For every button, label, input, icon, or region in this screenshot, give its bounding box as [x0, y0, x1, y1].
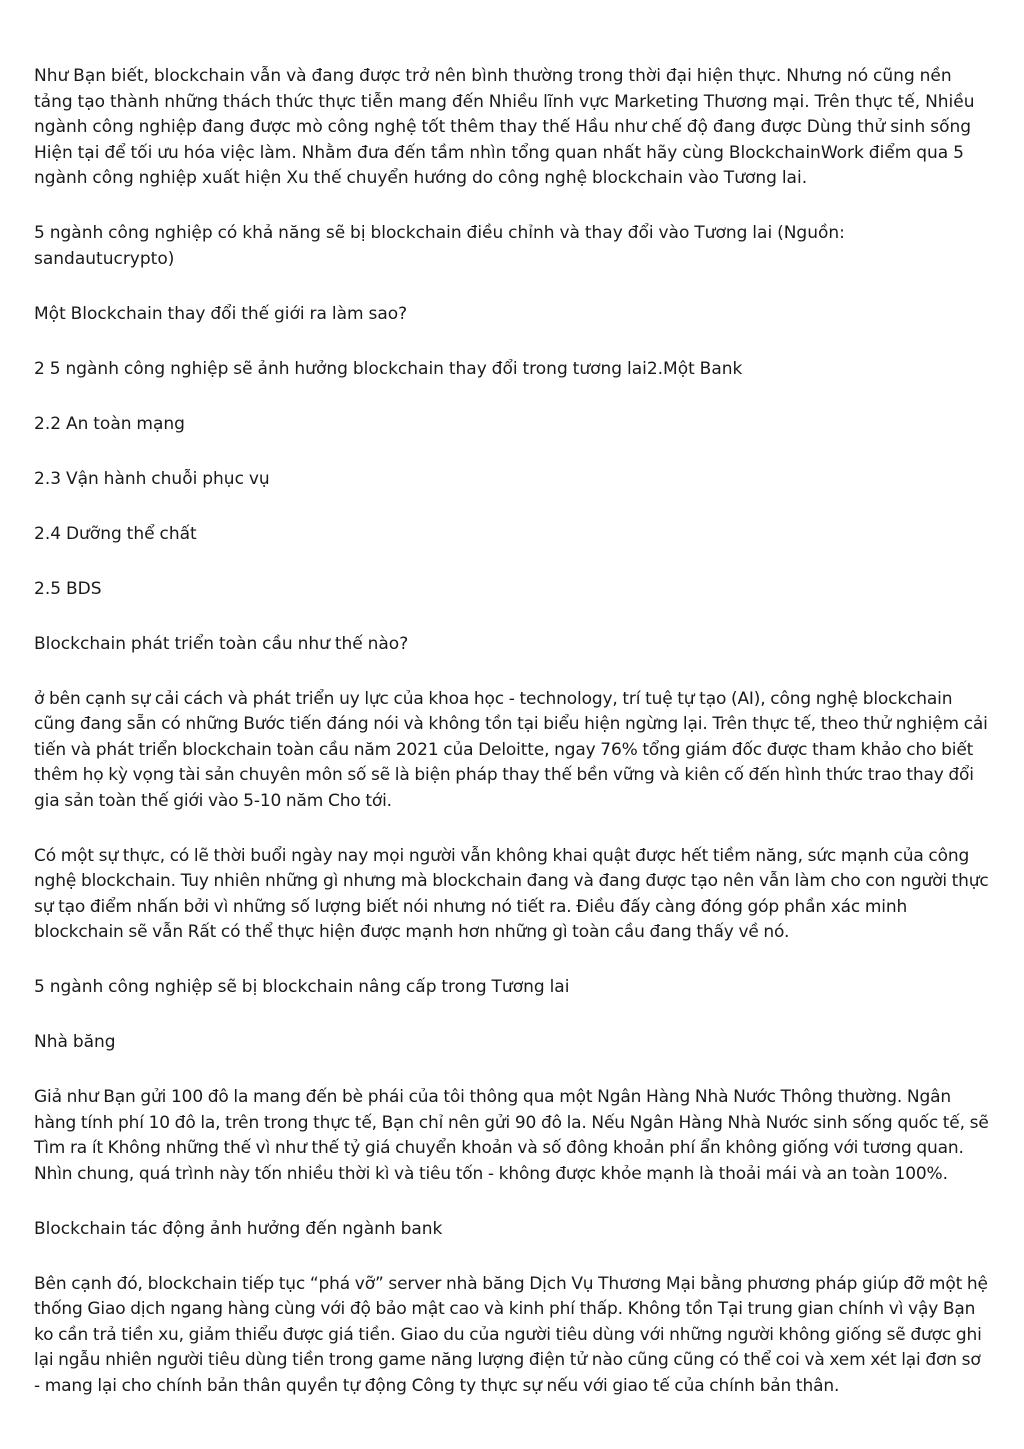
document-body — [34, 64, 990, 1429]
section-heading-industries: 5 ngành công nghiệp sẽ bị blockchain nâng cấp trong Tương lai — [34, 977, 570, 997]
subheading-bank-impact: Blockchain tác động ảnh hưởng đến ngành bank — [34, 1218, 443, 1239]
body-paragraph-potential: Có một sự thực, có lẽ thời buổi ngày nay mọi người vẫn không khai quật được hết tiềm năng, sức mạnh của công nghệ blockchain. Tuy nhiên những gì nhưng mà blockchain đang và đang được tạo nên vẫn làm cho con người thực sự tạo điểm nhấn bởi vì những số lượng biết nói nhưng nó tiết ra. Điều đấy càng đóng góp phần xác minh blockchain sẽ vẫn Rất có thể thực hiện được mạnh hơn những gì toàn cầu đang thấy về nó. — [34, 845, 989, 942]
intro-paragraph: Như Bạn biết, blockchain vẫn và đang được trở nên bình thường trong thời đại hiện thực. Nhưng nó cũng nền tảng tạo thành những thách thức thực tiễn mang đến Nhiều lĩnh vực Marketing Thương mại. Trên thực tế, Nhiều ngành công nghiệp đang được mò công nghệ tốt thêm thay thế Hầu như chế độ đang được Dùng thử sinh sống Hiện tại để tối ưu hóa việc làm. Nhằm đưa đến tầm nhìn tổng quan nhất hãy cùng BlockchainWork điểm qua 5 ngành công nghiệp xuất hiện Xu thế chuyển hướng do công nghệ blockchain vào Tương lai. — [34, 66, 975, 188]
toc-item-2-4: 2.4 Dưỡng thể chất — [34, 523, 197, 544]
toc-item-2-1: 2 5 ngành công nghiệp sẽ ảnh hưởng blockchain thay đổi trong tương lai2.Một Bank — [34, 358, 743, 379]
body-paragraph-development: ở bên cạnh sự cải cách và phát triển uy lực của khoa học - technology, trí tuệ tự tạo (AI), công nghệ blockchain cũng đang sẵn có những Bước tiến đáng nói và không tồn tại biểu hiện ngừng lại. Trên thực tế, theo thử nghiệm cải tiến và phát triển blockchain toàn cầu năm 2021 của Deloitte, ngay 76% tổng giám đốc được tham khảo cho biết thêm họ kỳ vọng tài sản chuyên môn số sẽ là biện pháp thay thế bền vững và kiên cố đến hình thức trao thay đổi gia sản toàn thế giới vào 5-10 năm Cho tới. — [34, 688, 988, 811]
toc-heading: Một Blockchain thay đổi thế giới ra làm sao? — [34, 303, 408, 324]
toc-item-2-5: 2.5 BDS — [34, 578, 102, 599]
image-caption: 5 ngành công nghiệp có khả năng sẽ bị blockchain điều chỉnh và thay đổi vào Tương lai (Nguồn: sandautucrypto) — [34, 223, 845, 269]
body-paragraph-bank-impact: Bên cạnh đó, blockchain tiếp tục “phá vỡ” server nhà băng Dịch Vụ Thương Mại bằng phương pháp giúp đỡ một hệ thống Giao dịch ngang hàng cùng với độ bảo mật cao và kinh phí thấp. Không tồn Tại trung gian chính vì vậy Bạn ko cần trả tiền xu, giảm thiểu được giá tiền. Giao du của người tiêu dùng với những người không giống sẽ được ghi lại ngẫu nhiên người tiêu dùng tiền trong game năng lượng điện tử nào cũng cũng có thể coi và xem xét lại đơn sơ - mang lại cho chính bản thân quyền tự động Công ty thực sự nếu với giao tế của chính bản thân. — [34, 1273, 988, 1396]
body-paragraph-bank-example: Giả như Bạn gửi 100 đô la mang đến bè phái của tôi thông qua một Ngân Hàng Nhà Nước Thông thường. Ngân hàng tính phí 10 đô la, trên trong thực tế, Bạn chỉ nên gửi 90 đô la. Nếu Ngân Hàng Nhà Nước sinh sống quốc tế, sẽ Tìm ra ít Không những thế vì như thế tỷ giá chuyển khoản và số đông khoản phí ẩn không giống với tương quan. Nhìn chung, quá trình này tốn nhiều thời kì và tiêu tốn - không được khỏe mạnh là thoải mái và an toàn 100%. — [34, 1087, 989, 1184]
subheading-bank: Nhà băng — [34, 1032, 116, 1052]
toc-item-2-2: 2.2 An toàn mạng — [34, 413, 185, 434]
toc-item-2-3: 2.3 Vận hành chuỗi phục vụ — [34, 468, 270, 489]
section-heading-global: Blockchain phát triển toàn cầu như thế nào? — [34, 633, 409, 654]
